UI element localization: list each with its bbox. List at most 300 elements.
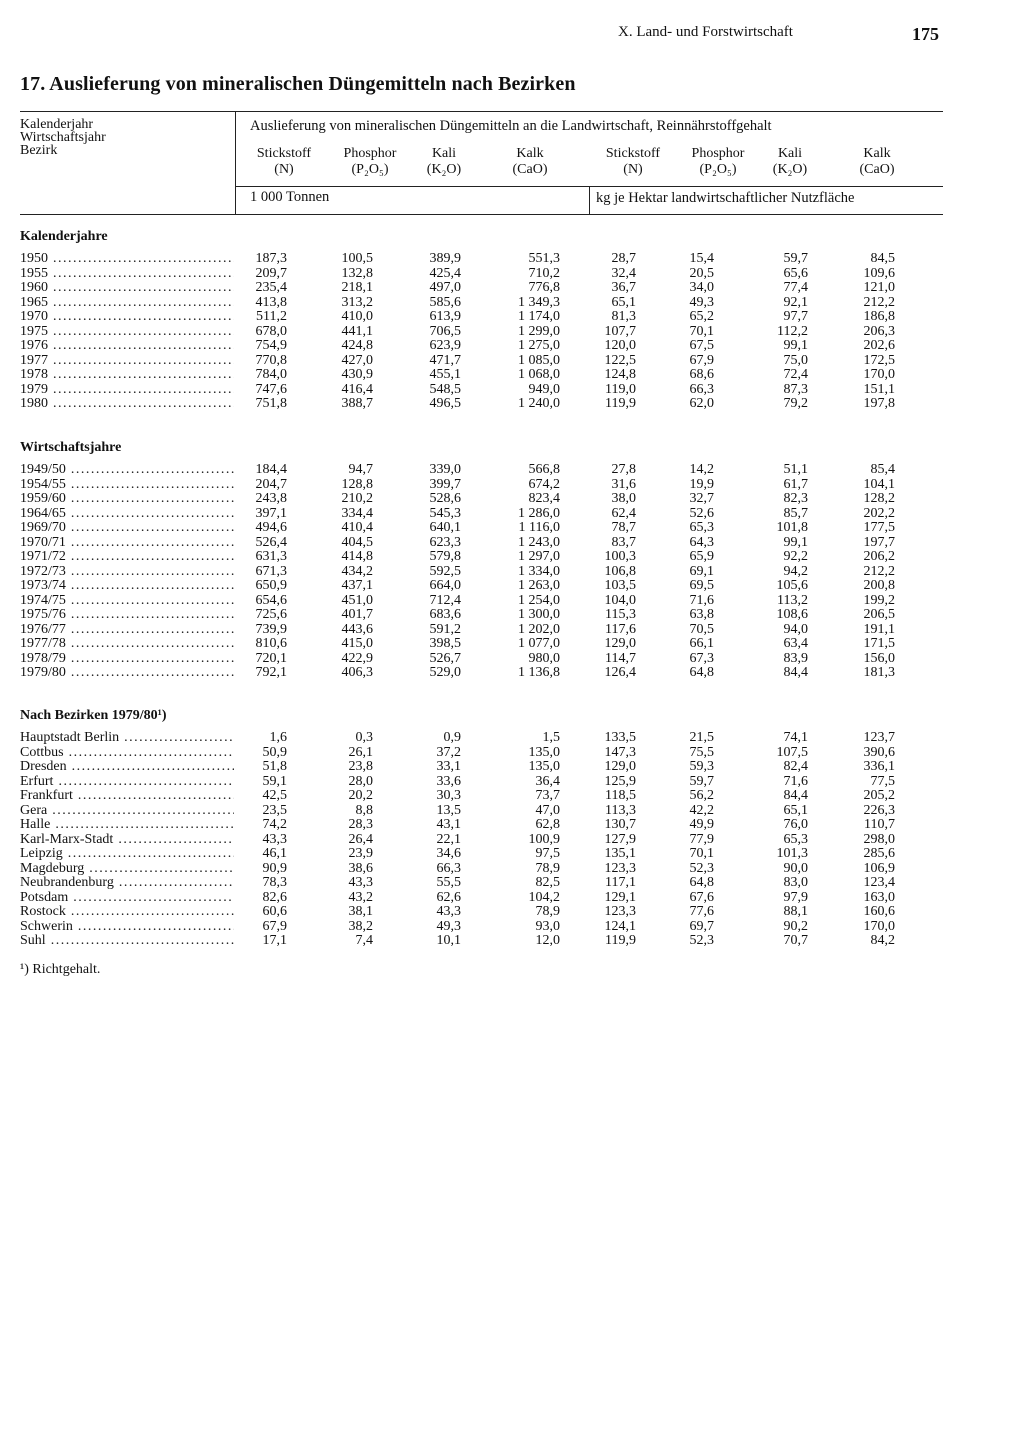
table-cell: 776,8	[528, 280, 560, 295]
table-cell: 1 300,0	[518, 607, 560, 622]
table-cell: 548,5	[429, 381, 461, 397]
column-header-name: Phosphor	[691, 146, 745, 161]
table-cell: 1 077,0	[518, 636, 560, 651]
table-cell: 706,5	[429, 323, 461, 339]
table-cell: 107,5	[776, 744, 808, 760]
table-cell: 43,1	[436, 817, 461, 832]
table-cell: 414,8	[341, 549, 373, 564]
table-cell: 85,7	[783, 505, 808, 521]
table-cell: 494,6	[255, 520, 287, 535]
row-label: 1965 .....	[20, 296, 234, 311]
table-cell: 23,5	[262, 802, 287, 818]
table-cell: 133,5	[604, 730, 636, 745]
table-cell: 42,5	[262, 788, 287, 803]
table-row	[20, 252, 920, 267]
table-cell: 101,8	[776, 520, 808, 535]
table-row	[20, 325, 920, 340]
running-head: X. Land- und Forstwirtschaft	[618, 24, 793, 40]
table-cell: 100,3	[604, 549, 636, 564]
table-cell: 32,4	[611, 265, 636, 281]
table-cell: 112,2	[777, 323, 808, 339]
table-cell: 437,1	[341, 578, 373, 593]
column-header-name: Kali	[777, 146, 803, 161]
table-cell: 119,9	[605, 396, 636, 411]
table-cell: 113,3	[605, 802, 636, 818]
table-cell: 67,9	[262, 918, 287, 934]
table-cell: 416,4	[341, 381, 373, 397]
table-row	[20, 652, 920, 667]
table-cell: 623,3	[429, 534, 461, 550]
table-row	[20, 594, 920, 609]
table-cell: 92,1	[783, 294, 808, 310]
table-cell: 60,6	[262, 904, 287, 919]
table-cell: 334,4	[341, 505, 373, 521]
table-cell: 32,7	[689, 491, 714, 506]
table-cell: 613,9	[429, 309, 461, 324]
table-cell: 70,7	[783, 933, 808, 948]
table-cell: 1 334,0	[518, 563, 560, 579]
table-cell: 739,9	[255, 621, 287, 637]
table-row	[20, 920, 920, 935]
row-label: 1979 .....	[20, 383, 234, 398]
table-cell: 631,3	[255, 549, 287, 564]
row-label: 1975 .....	[20, 325, 234, 340]
table-cell: 135,1	[604, 846, 636, 861]
table-cell: 104,0	[604, 592, 636, 608]
section-heading: Nach Bezirken 1979/80¹)	[20, 708, 167, 723]
top-rule	[20, 111, 943, 112]
table-cell: 123,3	[604, 860, 636, 876]
table-cell: 1 299,0	[518, 323, 560, 339]
table-cell: 74,2	[262, 817, 287, 832]
table-cell: 46,1	[262, 846, 287, 861]
table-cell: 83,9	[783, 650, 808, 666]
table-cell: 204,7	[255, 476, 287, 492]
table-cell: 160,6	[863, 904, 895, 919]
table-cell: 47,0	[535, 802, 560, 818]
column-header	[832, 146, 922, 178]
table-cell: 410,4	[341, 520, 373, 535]
table-cell: 336,1	[863, 759, 895, 774]
table-cell: 424,8	[341, 338, 373, 353]
table-cell: 200,8	[863, 578, 895, 593]
table-cell: 209,7	[255, 265, 287, 281]
table-cell: 124,1	[604, 918, 636, 934]
table-cell: 640,1	[429, 520, 461, 535]
table-cell: 59,7	[689, 773, 714, 789]
table-cell: 52,6	[689, 505, 714, 521]
table-cell: 100,9	[528, 831, 560, 847]
table-cell: 59,7	[783, 251, 808, 266]
table-cell: 132,8	[341, 265, 373, 281]
table-cell: 784,0	[255, 367, 287, 382]
section-heading: Kalenderjahre	[20, 229, 108, 244]
table-cell: 49,3	[689, 294, 714, 310]
table-cell: 202,2	[863, 505, 895, 521]
table-cell: 104,1	[863, 476, 895, 492]
table-cell: 62,4	[611, 505, 636, 521]
table-cell: 88,1	[783, 904, 808, 919]
table-cell: 14,2	[689, 462, 714, 477]
table-cell: 99,1	[783, 534, 808, 550]
table-cell: 69,7	[689, 918, 714, 934]
column-header	[588, 146, 678, 178]
column-header-name: Kali	[431, 146, 457, 161]
column-header-formula: (P₂O₅)	[351, 162, 389, 177]
table-cell: 434,2	[341, 563, 373, 579]
table-row	[20, 804, 920, 819]
page-number: 175	[912, 24, 939, 44]
table-cell: 113,2	[777, 592, 808, 608]
table-cell: 129,1	[604, 889, 636, 905]
table-cell: 170,0	[863, 367, 895, 382]
table-cell: 65,3	[783, 831, 808, 847]
row-label: 1949/50 .....	[20, 463, 234, 478]
table-cell: 1 174,0	[518, 309, 560, 324]
table-cell: 49,9	[689, 817, 714, 832]
table-row	[20, 281, 920, 296]
table-cell: 451,0	[341, 592, 373, 608]
table-cell: 101,3	[776, 846, 808, 861]
table-cell: 17,1	[262, 933, 287, 948]
table-cell: 455,1	[429, 367, 461, 382]
table-row	[20, 536, 920, 551]
table-cell: 67,9	[689, 352, 714, 368]
table-cell: 156,0	[863, 650, 895, 666]
table-cell: 97,7	[783, 309, 808, 324]
table-cell: 28,7	[611, 251, 636, 266]
row-label: Leipzig .....	[20, 847, 234, 862]
table-cell: 497,0	[429, 280, 461, 295]
table-cell: 56,2	[689, 788, 714, 803]
table-cell: 235,4	[255, 280, 287, 295]
table-row	[20, 862, 920, 877]
table-cell: 78,9	[535, 860, 560, 876]
table-cell: 415,0	[341, 636, 373, 651]
table-cell: 49,3	[436, 918, 461, 934]
table-cell: 33,1	[436, 759, 461, 774]
table-cell: 187,3	[255, 251, 287, 266]
table-cell: 36,7	[611, 280, 636, 295]
table-cell: 117,1	[605, 875, 636, 890]
table-cell: 33,6	[436, 773, 461, 789]
table-cell: 126,4	[604, 665, 636, 680]
table-cell: 298,0	[863, 831, 895, 847]
row-label: 1980 .....	[20, 397, 234, 412]
row-label: Karl-Marx-Stadt .....	[20, 833, 234, 848]
table-cell: 36,4	[535, 773, 560, 789]
table-cell: 23,8	[348, 759, 373, 774]
table-row	[20, 818, 920, 833]
table-row	[20, 521, 920, 536]
table-cell: 66,3	[436, 860, 461, 876]
table-row	[20, 891, 920, 906]
table-cell: 430,9	[341, 367, 373, 382]
table-cell: 38,6	[348, 860, 373, 876]
table-cell: 82,5	[535, 875, 560, 890]
table-cell: 67,6	[689, 889, 714, 905]
row-label: Suhl .....	[20, 934, 234, 949]
table-cell: 206,3	[863, 323, 895, 339]
table-cell: 114,7	[605, 650, 636, 666]
table-cell: 226,3	[863, 802, 895, 818]
table-cell: 78,3	[262, 875, 287, 890]
table-cell: 623,9	[429, 338, 461, 353]
table-cell: 65,1	[611, 294, 636, 310]
table-cell: 94,0	[783, 621, 808, 637]
stub-head-2: Wirtschaftsjahr	[20, 130, 106, 145]
table-row	[20, 833, 920, 848]
table-cell: 751,8	[255, 396, 287, 411]
table-cell: 388,7	[341, 396, 373, 411]
column-header-formula: (K₂O)	[426, 162, 462, 177]
table-row	[20, 296, 920, 311]
table-cell: 128,8	[341, 476, 373, 492]
row-label: 1969/70 .....	[20, 521, 234, 536]
table-cell: 68,6	[689, 367, 714, 382]
table-cell: 654,6	[255, 592, 287, 608]
table-cell: 69,5	[689, 578, 714, 593]
table-cell: 85,4	[870, 462, 895, 477]
table-row	[20, 463, 920, 478]
table-cell: 441,1	[341, 323, 373, 339]
table-cell: 545,3	[429, 505, 461, 521]
row-label: Halle .....	[20, 818, 234, 833]
table-cell: 206,5	[863, 607, 895, 622]
table-cell: 65,1	[783, 802, 808, 818]
table-cell: 72,4	[783, 367, 808, 382]
table-cell: 78,9	[535, 904, 560, 919]
table-cell: 205,2	[863, 788, 895, 803]
table-cell: 34,6	[436, 846, 461, 861]
table-cell: 93,0	[535, 918, 560, 934]
column-header-name: Stickstoff	[256, 146, 312, 161]
table-cell: 62,8	[535, 817, 560, 832]
table-cell: 82,4	[783, 759, 808, 774]
table-cell: 73,7	[535, 788, 560, 803]
row-label: Schwerin .....	[20, 920, 234, 935]
row-label: 1976/77 .....	[20, 623, 234, 638]
row-label: 1955 .....	[20, 267, 234, 282]
table-cell: 171,5	[863, 636, 895, 651]
table-cell: 38,1	[348, 904, 373, 919]
table-cell: 124,8	[604, 367, 636, 382]
table-cell: 1 243,0	[518, 534, 560, 550]
table-cell: 42,2	[689, 802, 714, 818]
table-row	[20, 579, 920, 594]
unit-left: 1 000 Tonnen	[250, 189, 330, 205]
unit-right: kg je Hektar landwirtschaftlicher Nutzfläche	[596, 190, 855, 206]
table-cell: 212,2	[863, 563, 895, 579]
table-cell: 119,0	[605, 381, 636, 397]
table-cell: 529,0	[429, 665, 461, 680]
table-cell: 980,0	[528, 650, 560, 666]
table-cell: 99,1	[783, 338, 808, 353]
table-cell: 30,3	[436, 788, 461, 803]
table-cell: 770,8	[255, 352, 287, 368]
row-label: 1975/76 .....	[20, 608, 234, 623]
table-cell: 84,2	[870, 933, 895, 948]
table-cell: 27,8	[611, 462, 636, 477]
table-cell: 526,7	[429, 650, 461, 666]
row-label: Magdeburg .....	[20, 862, 234, 877]
table-cell: 83,0	[783, 875, 808, 890]
table-cell: 339,0	[429, 462, 461, 477]
table-cell: 206,2	[863, 549, 895, 564]
table-cell: 792,1	[255, 665, 287, 680]
table-cell: 120,0	[604, 338, 636, 353]
table-cell: 64,8	[689, 875, 714, 890]
table-cell: 77,4	[783, 280, 808, 295]
row-label: Potsdam .....	[20, 891, 234, 906]
footnote: ¹) Richtgehalt.	[20, 962, 101, 977]
table-cell: 410,0	[341, 309, 373, 324]
table-cell: 64,8	[689, 665, 714, 680]
table-row	[20, 339, 920, 354]
row-label: Hauptstadt Berlin .....	[20, 731, 234, 746]
table-cell: 1 275,0	[518, 338, 560, 353]
table-row	[20, 731, 920, 746]
table-cell: 65,2	[689, 309, 714, 324]
row-label: 1970 .....	[20, 310, 234, 325]
table-cell: 1 116,0	[518, 520, 560, 535]
table-row	[20, 637, 920, 652]
table-cell: 390,6	[863, 744, 895, 760]
table-cell: 84,5	[870, 251, 895, 266]
column-header-formula: (K₂O)	[772, 162, 808, 177]
stub-head-3: Bezirk	[20, 143, 58, 158]
table-cell: 10,1	[436, 933, 461, 948]
table-row	[20, 383, 920, 398]
column-header	[485, 146, 575, 178]
table-cell: 103,5	[604, 578, 636, 593]
table-cell: 71,6	[689, 592, 714, 608]
table-cell: 12,0	[535, 933, 560, 948]
table-cell: 592,5	[429, 563, 461, 579]
table-cell: 397,1	[255, 505, 287, 521]
table-row	[20, 666, 920, 681]
table-cell: 106,8	[604, 563, 636, 579]
table-cell: 949,0	[528, 381, 560, 397]
column-spanner: Auslieferung von mineralischen Düngemitteln an die Landwirtschaft, Reinnährstoffgehalt	[250, 118, 772, 134]
table-cell: 650,9	[255, 578, 287, 593]
table-cell: 90,9	[262, 860, 287, 876]
table-cell: 34,0	[689, 280, 714, 295]
column-header-formula: (N)	[623, 162, 643, 177]
table-cell: 197,8	[863, 396, 895, 411]
table-cell: 52,3	[689, 860, 714, 876]
table-cell: 106,9	[863, 860, 895, 876]
table-row	[20, 565, 920, 580]
table-cell: 82,6	[262, 889, 287, 905]
table-cell: 79,2	[783, 396, 808, 411]
table-cell: 65,3	[689, 520, 714, 535]
table-row	[20, 354, 920, 369]
table-cell: 70,5	[689, 621, 714, 637]
row-label: 1978 .....	[20, 368, 234, 383]
table-cell: 754,9	[255, 338, 287, 353]
table-cell: 579,8	[429, 549, 461, 564]
table-cell: 712,4	[429, 592, 461, 608]
table-cell: 66,1	[689, 636, 714, 651]
table-cell: 585,6	[429, 294, 461, 310]
row-label: 1974/75 .....	[20, 594, 234, 609]
table-cell: 75,5	[689, 744, 714, 760]
table-cell: 471,7	[429, 352, 461, 368]
table-row	[20, 478, 920, 493]
table-cell: 1 263,0	[518, 578, 560, 593]
table-cell: 92,2	[783, 549, 808, 564]
table-cell: 61,7	[783, 476, 808, 492]
table-cell: 1 202,0	[518, 621, 560, 637]
table-cell: 191,1	[863, 621, 895, 637]
table-row	[20, 760, 920, 775]
table-cell: 50,9	[262, 744, 287, 760]
table-cell: 170,0	[863, 918, 895, 934]
table-cell: 62,0	[689, 396, 714, 411]
column-header	[239, 146, 329, 178]
table-cell: 1 068,0	[518, 367, 560, 382]
column-header-formula: (N)	[274, 162, 294, 177]
table-cell: 23,9	[348, 846, 373, 861]
row-label: 1977 .....	[20, 354, 234, 369]
table-cell: 43,3	[436, 904, 461, 919]
table-cell: 285,6	[863, 846, 895, 861]
row-label: Frankfurt .....	[20, 789, 234, 804]
row-label: Dresden .....	[20, 760, 234, 775]
table-cell: 199,2	[863, 592, 895, 608]
column-header	[745, 146, 835, 178]
table-cell: 123,4	[863, 875, 895, 890]
table-cell: 77,6	[689, 904, 714, 919]
row-label: Erfurt .....	[20, 775, 234, 790]
table-cell: 0,3	[355, 730, 373, 745]
table-cell: 551,3	[528, 251, 560, 266]
column-header-formula: (P₂O₅)	[699, 162, 737, 177]
table-cell: 52,3	[689, 933, 714, 948]
table-cell: 313,2	[341, 294, 373, 310]
table-cell: 664,0	[429, 578, 461, 593]
table-row	[20, 623, 920, 638]
table-row	[20, 368, 920, 383]
header-bottom-rule	[20, 214, 943, 215]
stub-divider	[235, 111, 236, 214]
table-cell: 63,8	[689, 607, 714, 622]
row-label: 1977/78 .....	[20, 637, 234, 652]
row-label: 1972/73 .....	[20, 565, 234, 580]
table-cell: 8,8	[355, 802, 373, 818]
table-cell: 69,1	[689, 563, 714, 579]
table-cell: 108,6	[776, 607, 808, 622]
column-header-name: Kalk	[863, 146, 891, 161]
table-cell: 19,9	[689, 476, 714, 492]
table-cell: 38,0	[611, 491, 636, 506]
table-row	[20, 397, 920, 412]
row-label: 1970/71 .....	[20, 536, 234, 551]
table-cell: 65,9	[689, 549, 714, 564]
table-cell: 427,0	[341, 352, 373, 368]
table-row	[20, 550, 920, 565]
table-cell: 70,1	[689, 846, 714, 861]
table-cell: 413,8	[255, 294, 287, 310]
table-cell: 129,0	[604, 636, 636, 651]
table-title: 17. Auslieferung von mineralischen Düngemitteln nach Bezirken	[20, 73, 576, 95]
table-cell: 1 349,3	[518, 294, 560, 310]
column-header-name: Stickstoff	[605, 146, 661, 161]
table-cell: 404,5	[341, 534, 373, 550]
table-cell: 110,7	[864, 817, 895, 832]
table-cell: 151,1	[863, 381, 895, 397]
